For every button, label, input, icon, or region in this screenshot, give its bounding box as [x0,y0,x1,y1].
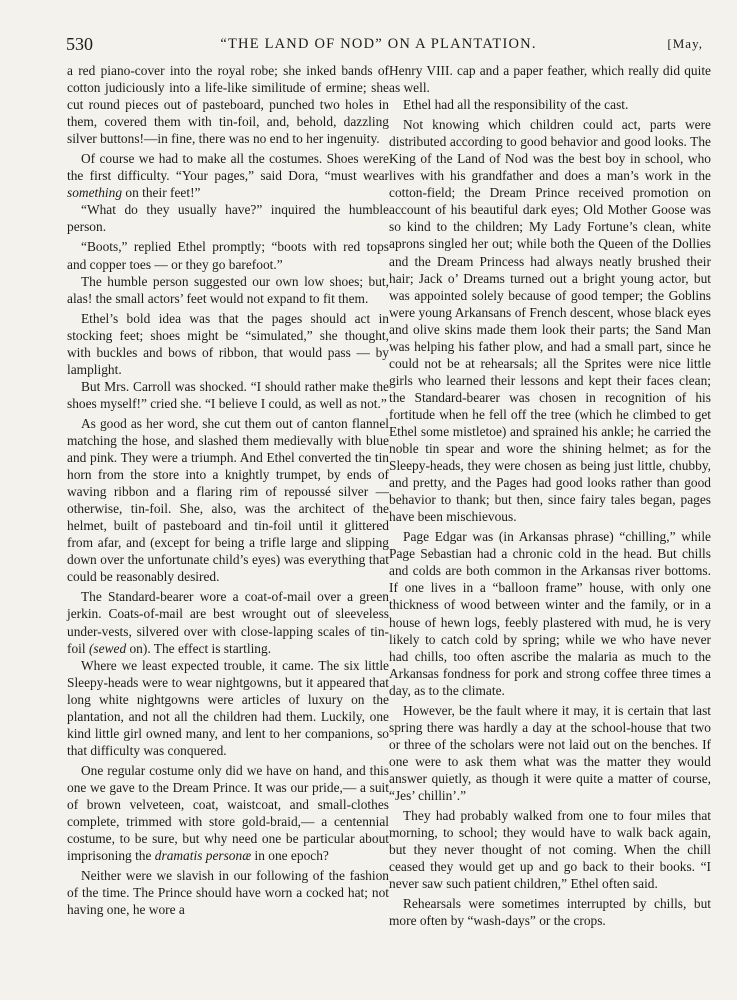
paragraph-text: The humble person suggested our own low shoes; but, alas! the small actors’ feet would not expand to fit them. [67,273,389,306]
italic-text: dramatis personæ [154,848,252,864]
paragraph [67,415,389,585]
paragraph [389,528,711,698]
paragraph-text: on their feet!” [122,185,201,201]
paragraph-text: Of course we had to make all the costumes. Shoes were the first difficulty. “Your pages,” said Dora, “must wear [67,151,389,184]
page-number: 530 [66,34,93,54]
paragraph [67,62,389,147]
paragraph [389,702,711,804]
paragraph-text: As good as her word, she cut them out of canton flannel matching the hose, and slashed them medievally with blue and pink. They were a triumph. And Ethel converted the tin horn from the store into a knightly trumpet, by ends of waving ribbon and a flaring rim of repoussé silver — otherwise, tin-foil. She, also, was the architect of the helmet, built of pasteboard and tin-foil until it glittered from afar, and (except for being a trifle large and slipping down over the unfortunate child’s eyes) was everything that could be reasonably desired. [67,415,389,585]
paragraph-text: Henry VIII. cap and a paper feather, which really did quite as well. [389,63,711,96]
paragraph-text: “What do they usually have?” inquired the humble person. [67,202,389,235]
paragraph [389,116,711,525]
issue-month: [May, [667,36,703,51]
paragraph [67,273,389,307]
right-column [389,62,711,929]
paragraph [67,201,389,235]
paragraph [389,895,711,929]
paragraph-text: on). The effect is startling. [126,640,272,656]
paragraph-text: “Boots,” replied Ethel promptly; “boots with red tops and copper toes — or they go barefoot.” [67,239,389,272]
italic-text: (sewed [88,640,127,656]
paragraph-text: The Standard-bearer wore a coat-of-mail over a green jerkin. Coats-of-mail are best wrought out of sleeveless under-vests, silvered over with close-lapping scales of tin-foil [67,589,389,656]
paragraph [67,378,389,412]
left-column [67,62,389,918]
paragraph-text: Not knowing which children could act, parts were distributed according to good behavior and good looks. The King of the Land of Nod was the best boy in school, who lives with his grandfather and does a man’s work in the cotton-field; the Dream Prince received promotion on account of his beautiful dark eyes; Old Mother Goose was so kind to the children; My Lady Fortune’s clean, white aprons singled her out; while both the Queen of the Dollies and the Dream Princess had always neatly brushed their hair; Jack o’ Dreams turned out a bright young actor, but was appointed solely because of good temper; the Goblins were young Arkansans of French descent, whose black eyes and olive skins made them look their parts; the Sand Man was helping his father plow, and had a small part, since he could not be at rehearsals; all the Sprites were nice little girls who learned their lessons and kept their faces clean; the Standard-bearer was chosen in recognition of his fortitude when he fell off the tree (which he climbed to get Ethel some mistletoe) and sprained his ankle; he carried the noble tin spear and wore the shining helmet; as for the Sleepy-heads, they were chosen as being just little, chubby, and pretty, and the Pages had good looks rather than good behavior to thank; but then, since fairy tales began, pages have been mischievous. [389,117,711,525]
paragraph [67,867,389,918]
paragraph [67,310,389,378]
paragraph [389,62,711,96]
italic-text: something [67,185,123,201]
paragraph-text: However, be the fault where it may, it is certain that last spring there was hardly a day at the school-house that two or three of the scholars were not laid out on the benches. If one were to ask them what was the matter they would answer quietly, as though it were quite a matter of course, “Jes’ chillin’.” [389,702,711,803]
paragraph-text: One regular costume only did we have on hand, and this one we gave to the Dream Prince. It was our pride,— a suit of brown velveteen, coat, waistcoat, and small-clothes complete, trimmed with store gold-braid,— a centennial costume, to be sure, but why need one be particular about imprisoning the [67,762,389,864]
paragraph [389,807,711,892]
paragraph [389,96,711,113]
paragraph-text: Where we least expected trouble, it came. The six little Sleepy-heads were to wear nightgowns, but it appeared that long white nightgowns were articles of luxury on the plantation, and not all the children had them. Luckily, one kind little girl owned many, and lent to her companions, so that difficulty was conquered. [67,657,389,758]
running-header [54,34,703,58]
paragraph [67,762,389,864]
paragraph [67,657,389,759]
paragraph-text: in one epoch? [251,848,329,864]
paragraph-text: But Mrs. Carroll was shocked. “I should rather make the shoes myself!” cried she. “I believe I could, as well as not.” [67,378,389,411]
paragraph-text: Page Edgar was (in Arkansas phrase) “chilling,” while Page Sebastian had a chronic cold in the head. But chills and colds are both common in the Arkansas river bottoms. If one lives in a “balloon frame” house, with only one thickness of wood between winter and the family, or in a house of hewn logs, feebly plastered with mud, he is very likely to catch cold by spring; while we who have never had chills, too often ascribe the malaria as much to the Arkansas fondness for pork and strong coffee three times a day, as to the climate. [389,529,711,698]
paragraph-text: They had probably walked from one to four miles that morning, to school; they would have to walk back again, but they never thought of not coming. When the chill ceased they would get up and go back to their books. “I never saw such patient children,” Ethel often said. [389,808,711,892]
paragraph [67,150,389,201]
paragraph-text: Ethel’s bold idea was that the pages should act in stocking feet; shoes might be “simulated,” she thought, with buckles and bows of ribbon, that would pass — by lamplight. [67,310,389,377]
paragraph-text: Rehearsals were sometimes interrupted by chills, but more often by “wash-days” or the crops. [389,896,711,929]
paragraph-text: Neither were we slavish in our following of the fashion of the time. The Prince should have worn a cocked hat; not having one, he wore a [67,868,389,918]
paragraph [67,588,389,656]
paragraph [67,238,389,272]
paragraph-text: a red piano-cover into the royal robe; she inked bands of cotton judiciously into a life-like similitude of ermine; she cut round pieces out of pasteboard, punched two holes in them, covered them with tin-foil, and, behold, dazzling silver buttons!—in fine, there was no end to her ingenuity. [67,63,389,147]
paragraph-text: Ethel had all the responsibility of the cast. [403,97,629,113]
running-title: “THE LAND OF NOD” ON A PLANTATION. [220,36,537,52]
